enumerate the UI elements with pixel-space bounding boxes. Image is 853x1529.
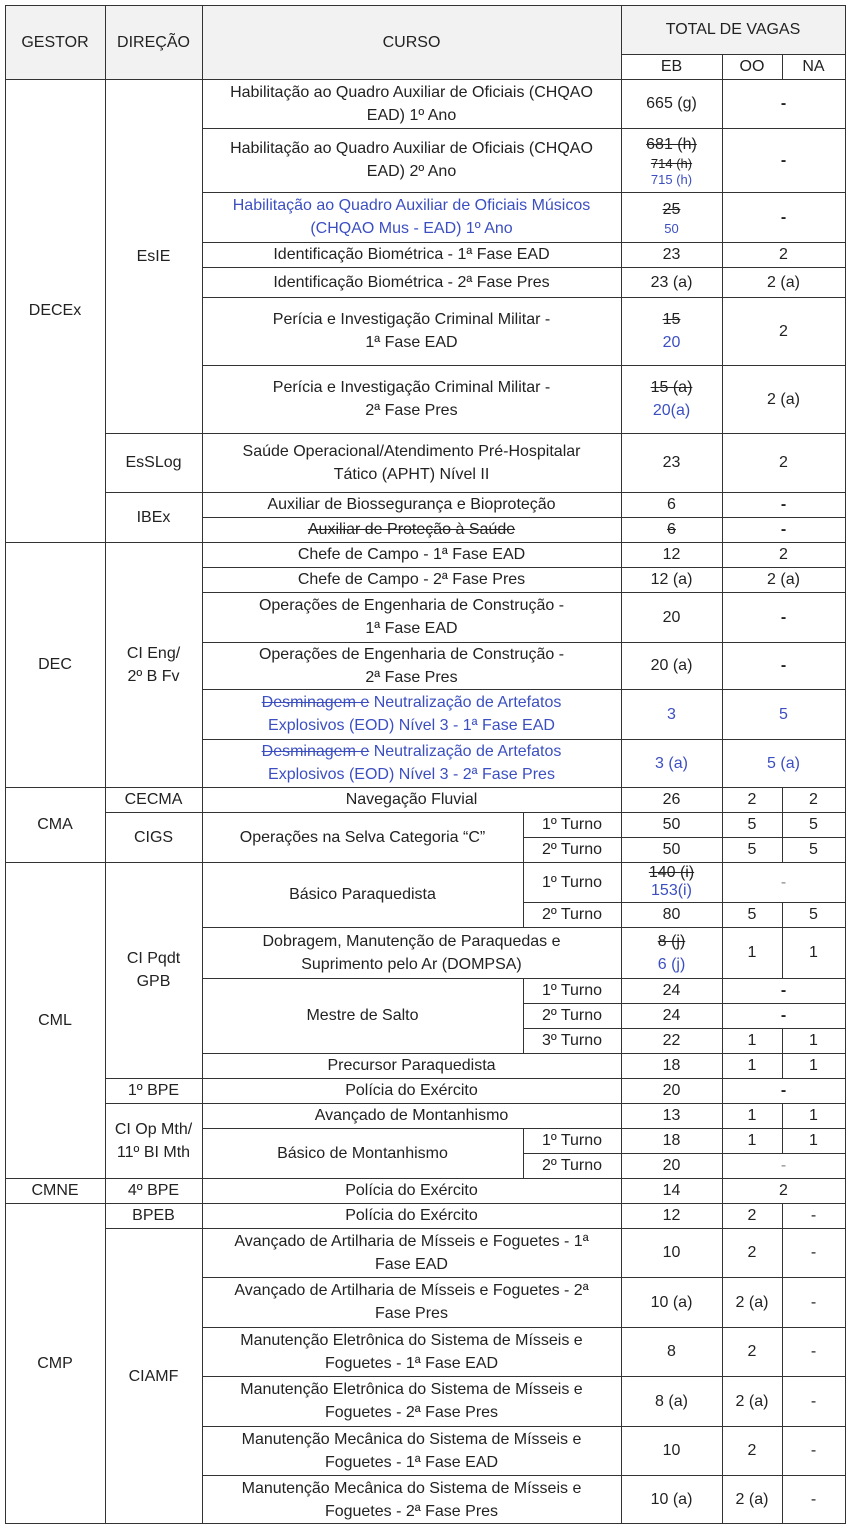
row-20-oo: 1 (747, 944, 757, 961)
row-13-oo-na: - (780, 608, 787, 626)
header-eb: EB (660, 58, 683, 75)
row-23-eb: 20 (662, 1082, 681, 1099)
row-30-eb: 8 (667, 1343, 676, 1360)
row-21-turno-1: 1º Turno (541, 982, 603, 999)
row-26-eb: 14 (662, 1182, 681, 1199)
row-2-eb: 681 (h) 714 (h) 715 (h) (646, 135, 697, 187)
row-27-oo: 2 (747, 1207, 757, 1224)
row-11-curso: Chefe de Campo - 1ª Fase EAD (297, 546, 526, 563)
row-28-oo: 2 (747, 1244, 757, 1261)
direcao-ci-op-mth: CI Op Mth/ 11º BI Mth (114, 1120, 193, 1161)
row-6-eb: 15 20 (662, 311, 681, 351)
row-20-curso: Dobragem, Manutenção de Paraquedas e Suprimento pelo Ar (DOMPSA) (262, 932, 561, 973)
row-4-eb: 23 (662, 246, 681, 263)
row-6-curso: Perícia e Investigação Criminal Militar - 1ª Fase EAD (272, 311, 551, 351)
row-11-oo-na: 2 (779, 546, 788, 563)
direcao-1bpe: 1º BPE (127, 1082, 180, 1099)
row-24-na: 1 (809, 1107, 818, 1124)
row-20-eb: 8 (j) 6 (j) (657, 932, 686, 973)
row-5-curso: Identificação Biométrica - 2ª Fase Pres (273, 273, 550, 291)
row-27-curso: Polícia do Exército (345, 1207, 478, 1224)
row-31-oo: 2 (a) (735, 1392, 769, 1410)
direcao-cecma: CECMA (124, 791, 183, 808)
row-25-curso: Básico de Montanhismo (277, 1144, 448, 1162)
row-14-oo-na: - (780, 657, 787, 674)
row-27-eb: 12 (662, 1207, 681, 1224)
row-24-curso: Avançado de Montanhismo (314, 1107, 509, 1124)
row-13-curso: Operações de Engenharia de Construção - 1ª Fase EAD (258, 597, 565, 637)
row-10-curso: Auxiliar de Proteção à Saúde (307, 521, 516, 538)
row-18-eb-1: 50 (662, 816, 681, 833)
row-24-eb: 13 (662, 1107, 681, 1124)
row-31-curso: Manutenção Eletrônica do Sistema de Mísseis e Foguetes - 2ª Fase Pres (240, 1381, 583, 1421)
row-21-curso: Mestre de Salto (306, 1007, 419, 1024)
row-7-curso: Perícia e Investigação Criminal Militar - 2ª Fase Pres (272, 379, 551, 419)
row-12-oo-na: 2 (a) (767, 571, 800, 588)
row-2-oo-na: - (780, 151, 787, 169)
row-21-oo-na-2: - (780, 1007, 787, 1024)
direcao-bpeb: BPEB (132, 1207, 175, 1224)
row-22-curso: Precursor Paraquedista (327, 1057, 496, 1074)
row-17-curso: Navegação Fluvial (345, 791, 478, 808)
row-18-oo-2: 5 (747, 841, 757, 858)
row-8-eb: 23 (662, 454, 681, 471)
row-5-oo-na: 2 (a) (767, 273, 800, 291)
row-5-eb: 23 (a) (650, 273, 693, 291)
row-4-oo-na: 2 (779, 246, 788, 263)
header-total-vagas: TOTAL DE VAGAS (665, 21, 801, 38)
row-7-oo-na: 2 (a) (767, 390, 800, 408)
header-gestor: GESTOR (21, 33, 89, 51)
row-3-curso: Habilitação ao Quadro Auxiliar de Oficiais Músicos (CHQAO Mus - EAD) 1º Ano (232, 197, 591, 237)
row-8-oo-na: 2 (779, 454, 788, 471)
row-31-eb: 8 (a) (655, 1392, 688, 1410)
row-6-oo-na: 2 (779, 322, 788, 340)
row-12-curso: Chefe de Campo - 2ª Fase Pres (297, 571, 526, 588)
row-22-oo: 1 (747, 1057, 757, 1074)
row-25-eb-2: 20 (662, 1157, 681, 1174)
row-30-na: - (810, 1343, 817, 1360)
row-19-eb-1: 140 (i) 153(i) (648, 864, 695, 899)
gestor-cmne: CMNE (31, 1182, 79, 1199)
row-21-oo-na-1: - (780, 982, 787, 999)
row-16-eb: 3 (a) (655, 754, 688, 772)
row-18-na-2: 5 (809, 841, 818, 858)
header-na: NA (802, 58, 825, 75)
row-3-eb: 25 50 (662, 200, 681, 236)
row-1-oo-na: - (780, 95, 787, 112)
gestor-decex: DECEx (28, 302, 82, 319)
row-30-curso: Manutenção Eletrônica do Sistema de Mísseis e Foguetes - 1ª Fase EAD (240, 1331, 583, 1372)
row-24-oo: 1 (747, 1107, 757, 1124)
row-19-oo-na-1: - (780, 873, 787, 891)
row-22-eb: 18 (662, 1057, 681, 1074)
row-33-na: - (810, 1491, 817, 1508)
header-oo: OO (739, 58, 765, 75)
row-10-eb: 6 (667, 521, 676, 538)
row-23-curso: Polícia do Exército (345, 1082, 478, 1099)
row-18-turno-1: 1º Turno (541, 816, 603, 833)
row-19-turno-2: 2º Turno (541, 906, 603, 923)
row-3-oo-na: - (780, 208, 787, 226)
row-17-oo: 2 (747, 791, 757, 808)
row-19-eb-2: 80 (662, 906, 681, 923)
row-25-turno-1: 1º Turno (541, 1132, 603, 1149)
row-21-eb-3: 22 (662, 1032, 681, 1049)
direcao-ciamf: CIAMF (128, 1367, 179, 1385)
row-25-turno-2: 2º Turno (541, 1157, 603, 1174)
row-29-eb: 10 (a) (650, 1293, 693, 1311)
row-15-curso: Desminagem e Neutralização de Artefatos Explosivos (EOD) Nível 3 - 1ª Fase EAD (261, 694, 562, 734)
header-curso: CURSO (382, 33, 441, 51)
row-10-oo-na: - (780, 521, 787, 538)
row-31-na: - (810, 1392, 817, 1410)
row-21-oo-3: 1 (747, 1032, 757, 1049)
row-18-na-1: 5 (809, 816, 818, 833)
direcao-cigs: CIGS (133, 828, 174, 846)
row-12-eb: 12 (a) (650, 571, 693, 588)
direcao-ci-pqdt: CI Pqdt GPB (126, 950, 181, 990)
row-33-curso: Manutenção Mecânica do Sistema de Mísseis e Foguetes - 2ª Fase Pres (241, 1479, 582, 1520)
gestor-cml: CML (38, 1011, 72, 1029)
row-14-curso: Operações de Engenharia de Construção - 2ª Fase Pres (258, 645, 565, 686)
row-9-oo-na: - (780, 496, 787, 513)
row-2-curso: Habilitação ao Quadro Auxiliar de Oficiais (CHQAO EAD) 2º Ano (230, 140, 593, 180)
row-18-curso: Operações na Selva Categoria “C” (239, 828, 486, 846)
row-19-oo-2: 5 (747, 906, 757, 923)
row-16-oo-na: 5 (a) (767, 754, 800, 772)
row-21-turno-3: 3º Turno (541, 1032, 603, 1049)
row-21-eb-1: 24 (662, 982, 681, 999)
row-28-na: - (810, 1244, 817, 1261)
row-32-eb: 10 (662, 1442, 681, 1459)
row-18-eb-2: 50 (662, 841, 681, 858)
row-20-na: 1 (809, 944, 818, 961)
row-23-oo-na: - (780, 1082, 787, 1099)
row-28-curso: Avançado de Artilharia de Mísseis e Foguetes - 1ª Fase EAD (234, 1232, 589, 1273)
row-21-na-3: 1 (809, 1032, 818, 1049)
row-21-turno-2: 2º Turno (541, 1007, 603, 1024)
row-17-na: 2 (809, 791, 818, 808)
row-19-turno-1: 1º Turno (541, 873, 603, 891)
row-1-eb: 665 (g) (646, 95, 697, 112)
row-9-curso: Auxiliar de Biossegurança e Bioproteção (267, 496, 556, 513)
row-18-oo-1: 5 (747, 816, 757, 833)
row-27-na: - (810, 1207, 817, 1224)
row-17-eb: 26 (662, 791, 681, 808)
row-29-na: - (810, 1293, 817, 1311)
row-28-eb: 10 (662, 1244, 681, 1261)
row-26-curso: Polícia do Exército (345, 1182, 478, 1199)
row-15-eb: 3 (667, 705, 676, 723)
row-25-oo-na-2: - (780, 1157, 787, 1174)
direcao-4bpe: 4º BPE (127, 1182, 180, 1199)
row-8-curso: Saúde Operacional/Atendimento Pré-Hospitalar Tático (APHT) Nível II (242, 442, 581, 483)
row-25-eb-1: 18 (662, 1132, 681, 1149)
row-29-oo: 2 (a) (735, 1293, 769, 1311)
header-direcao: DIREÇÃO (117, 33, 190, 51)
row-19-curso: Básico Paraquedista (289, 886, 436, 903)
row-15-oo-na: 5 (779, 705, 788, 723)
row-33-eb: 10 (a) (650, 1491, 693, 1508)
row-33-oo: 2 (a) (735, 1491, 769, 1508)
row-19-na-2: 5 (809, 906, 818, 923)
row-18-turno-2: 2º Turno (541, 841, 603, 858)
direcao-ci-eng: CI Eng/ 2º B Fv (126, 644, 181, 685)
row-14-eb: 20 (a) (650, 657, 693, 674)
row-11-eb: 12 (662, 546, 681, 563)
gestor-dec: DEC (38, 656, 72, 673)
gestor-cmp: CMP (37, 1355, 73, 1372)
row-29-curso: Avançado de Artilharia de Mísseis e Foguetes - 2ª Fase Pres (234, 1282, 589, 1322)
row-4-curso: Identificação Biométrica - 1ª Fase EAD (273, 246, 550, 263)
row-21-eb-2: 24 (662, 1007, 681, 1024)
row-26-oo-na: 2 (779, 1182, 788, 1199)
gestor-cma: CMA (37, 816, 73, 833)
row-32-curso: Manutenção Mecânica do Sistema de Mísseis e Foguetes - 1ª Fase EAD (241, 1430, 582, 1471)
direcao-esie: EsIE (136, 247, 171, 265)
direcao-esslog: EsSLog (125, 454, 182, 471)
direcao-ibex: IBEx (136, 508, 171, 526)
row-25-na-1: 1 (809, 1132, 818, 1149)
row-22-na: 1 (809, 1057, 818, 1074)
row-16-curso: Desminagem e Neutralização de Artefatos Explosivos (EOD) Nível 3 - 2ª Fase Pres (261, 743, 562, 783)
row-1-curso: Habilitação ao Quadro Auxiliar de Oficiais (CHQAO EAD) 1º Ano (230, 83, 593, 124)
row-30-oo: 2 (747, 1343, 757, 1360)
row-7-eb: 15 (a) 20(a) (650, 379, 693, 419)
row-25-oo-1: 1 (747, 1132, 757, 1149)
row-32-na: - (810, 1442, 817, 1459)
row-13-eb: 20 (662, 608, 681, 626)
row-32-oo: 2 (747, 1442, 757, 1459)
row-9-eb: 6 (667, 496, 676, 513)
